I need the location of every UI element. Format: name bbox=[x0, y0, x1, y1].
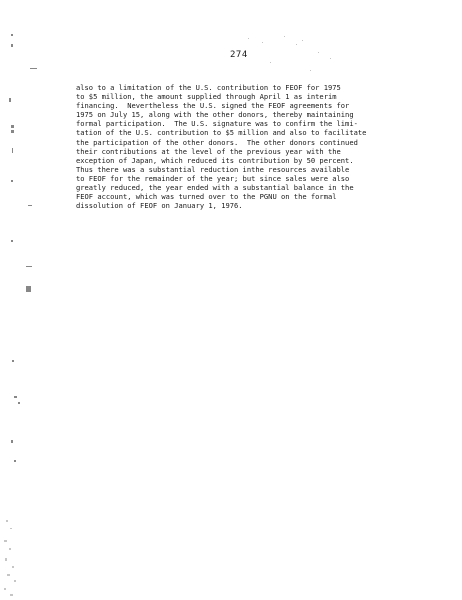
bottom-left-grain bbox=[4, 520, 16, 596]
text-line: to FEOF for the remainder of the year; but since sales were also bbox=[76, 173, 350, 183]
text-line: FEOF account, which was turned over to the PGNU on the formal bbox=[76, 192, 337, 202]
text-line: exception of Japan, which reduced its contribution by 50 percent. bbox=[76, 155, 354, 165]
text-line: their contributions at the level of the previous year with the bbox=[76, 146, 341, 156]
text-line: dissolution of FEOF on January 1, 1976. bbox=[76, 201, 243, 211]
left-edge-scan-marks bbox=[9, 34, 37, 462]
header-speckle bbox=[248, 36, 331, 71]
text-line: Thus there was a substantial reduction inthe resources available bbox=[76, 164, 350, 174]
text-line: the participation of the other donors. The other donors continued bbox=[76, 137, 358, 147]
text-line: also to a limitation of the U.S. contribution to FEOF for 1975 bbox=[76, 83, 341, 92]
text-line: formal participation. The U.S. signature was to confirm the limi- bbox=[76, 119, 358, 129]
text-line: tation of the U.S. contribution to $5 million and also to facilitate bbox=[76, 128, 367, 138]
text-line: 1975 on July 15, along with the other donors, thereby maintaining bbox=[76, 110, 354, 120]
text-line: to $5 million, the amount supplied through April 1 as interim bbox=[76, 92, 337, 102]
page-number: 274 bbox=[230, 50, 248, 60]
text-line: financing. Nevertheless the U.S. signed the FEOF agreements for bbox=[76, 101, 350, 111]
text-line: greatly reduced, the year ended with a substantial balance in the bbox=[76, 183, 354, 193]
body-paragraph bbox=[76, 83, 376, 210]
